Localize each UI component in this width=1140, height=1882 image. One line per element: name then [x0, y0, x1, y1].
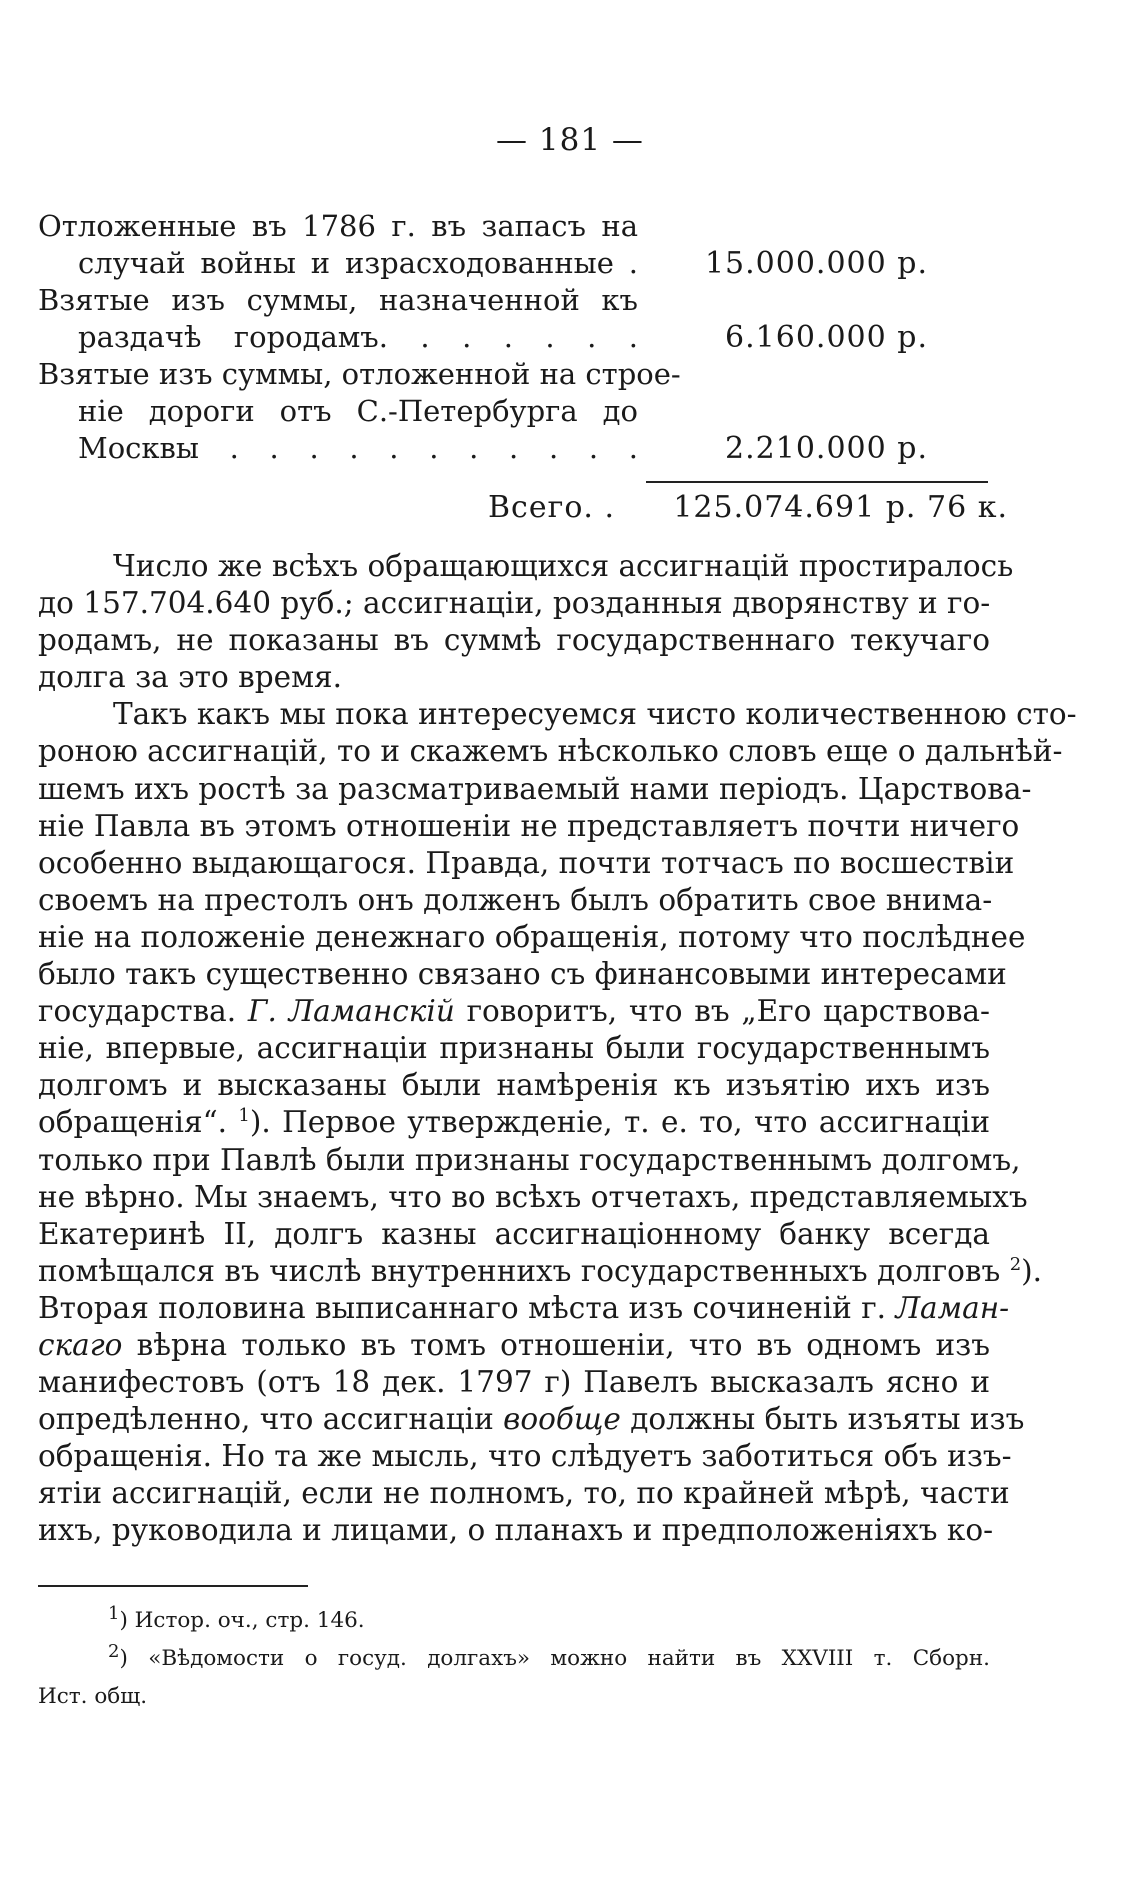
text-line: роною ассигнацій, то и скажемъ нѣсколько словъ еще о дальнѣй-	[38, 734, 1063, 769]
ledger-line: Москвы . . . . . . . . . . .	[78, 431, 638, 465]
footnote-rule	[38, 1585, 308, 1587]
ledger-line: Взятые изъ суммы, назначенной къ	[38, 283, 638, 317]
text-line: ніе Павла въ этомъ отношеніи не представляетъ почти ничего	[38, 808, 1020, 843]
ledger-line: Взятые изъ суммы, отложенной на строе-	[38, 357, 681, 391]
footnote-2: $^2$) «Вѣдомости о госуд. долгахъ» можно найти въ XXVIII т. Сборн.	[108, 1640, 990, 1671]
text-line: Вторая половина выписаннаго мѣста изъ сочиненій г. Ламан-	[38, 1290, 1010, 1325]
ledger-total-row	[38, 488, 1008, 528]
paragraph	[38, 696, 1077, 1549]
ledger-table	[38, 208, 1008, 467]
text-line: скаго вѣрна только въ томъ отношеніи, что въ одномъ изъ	[38, 1327, 990, 1362]
footnote-1: $^1$) Истор. оч., стр. 146.	[108, 1602, 365, 1633]
text-line: родамъ, не показаны въ суммѣ государственнаго текучаго	[38, 623, 990, 658]
text-line: обращенія“. $^1$). Первое утвержденіе, т. е. то, что ассигнаціи	[38, 1105, 990, 1140]
author-name: Г. Ламанскій	[247, 994, 455, 1029]
text-line: долгомъ и высказаны были намѣренія къ изъятію ихъ изъ	[38, 1068, 990, 1103]
ledger-row-amount: 15.000.000 р.	[704, 246, 928, 281]
text-line: обращенія. Но та же мысль, что слѣдуетъ заботиться объ изъ-	[38, 1439, 1012, 1474]
footnote-ref-2: 2	[1009, 1253, 1022, 1275]
text-line: манифестовъ (отъ 18 дек. 1797 г) Павелъ высказалъ ясно и	[38, 1365, 990, 1400]
paragraph	[38, 548, 1014, 696]
text-line: своемъ на престолъ онъ долженъ былъ обратить свое внима-	[38, 882, 993, 917]
ledger-line: раздачѣ городамъ. . . . . . .	[78, 320, 638, 354]
total-label: Всего. .	[488, 490, 615, 525]
footnote-2-continuation: Ист. общ.	[38, 1684, 148, 1709]
text-line: шемъ ихъ ростѣ за разсматриваемый нами періодъ. Царствова-	[38, 771, 1032, 806]
ledger-row	[38, 356, 1008, 467]
text-line: опредѣленно, что ассигнаціи вообще должны быть изъяты изъ	[38, 1402, 1025, 1437]
ledger-line: ніе дороги отъ С.-Петербурга до	[78, 394, 638, 428]
ledger-row	[38, 282, 1008, 356]
text-line: Екатеринѣ II, долгъ казны ассигнаціонному банку всегда	[38, 1216, 990, 1251]
author-name: Ламан-	[895, 1290, 1010, 1325]
text-line: только при Павлѣ были признаны государственнымъ долгомъ,	[38, 1142, 1021, 1177]
ledger-row-description	[38, 208, 638, 282]
ledger-total-rule	[646, 481, 988, 483]
text-line: не вѣрно. Мы знаемъ, что во всѣхъ отчетахъ, представляемыхъ	[38, 1179, 1028, 1214]
author-name: скаго	[38, 1327, 123, 1362]
page-number: — 181 —	[496, 122, 644, 158]
text-line: Число же всѣхъ обращающихся ассигнацій простиралось	[113, 549, 1014, 583]
ledger-row-description	[38, 356, 681, 467]
emphasis: вообще	[503, 1402, 621, 1437]
text-line: особенно выдающагося. Правда, почти тотчасъ по восшествіи	[38, 845, 1015, 880]
ledger-row	[38, 208, 1008, 282]
ledger-line: Отложенные въ 1786 г. въ запасъ на	[38, 209, 638, 243]
ledger-row-amount: 2.210.000 р.	[725, 431, 928, 466]
ledger-row-description	[38, 282, 638, 356]
ledger-line: случай войны и израсходованные .	[78, 246, 638, 280]
text-line: помѣщался въ числѣ внутреннихъ государственныхъ долговъ $^2$).	[38, 1253, 1043, 1288]
footnotes	[38, 1602, 990, 1716]
ledger-row-amount: 6.160.000 р.	[725, 320, 928, 355]
text-line: ніе на положеніе денежнаго обращенія, потому что послѣднее	[38, 919, 1026, 954]
body-text	[38, 548, 1077, 1550]
text-line: долга за это время.	[38, 660, 343, 695]
text-line: Такъ какъ мы пока интересуемся чисто количественною сто-	[113, 697, 1077, 732]
text-line: было такъ существенно связано съ финансовыми интересами	[38, 957, 1007, 992]
footnote-ref-1: 1	[238, 1105, 250, 1127]
text-line: государства. Г. Ламанскій говоритъ, что въ „Его царствова-	[38, 994, 990, 1029]
text-line: ятіи ассигнацій, если не полномъ, то, по крайней мѣрѣ, части	[38, 1476, 1010, 1511]
total-amount: 125.074.691 р. 76 к.	[673, 490, 1008, 525]
text-line: до 157.704.640 руб.; ассигнаціи, розданныя дворянству и го-	[38, 586, 991, 621]
text-line: ніе, впервые, ассигнаціи признаны были государственнымъ	[38, 1031, 990, 1066]
text-line: ихъ, руководила и лицами, о планахъ и предположеніяхъ ко-	[38, 1513, 994, 1548]
